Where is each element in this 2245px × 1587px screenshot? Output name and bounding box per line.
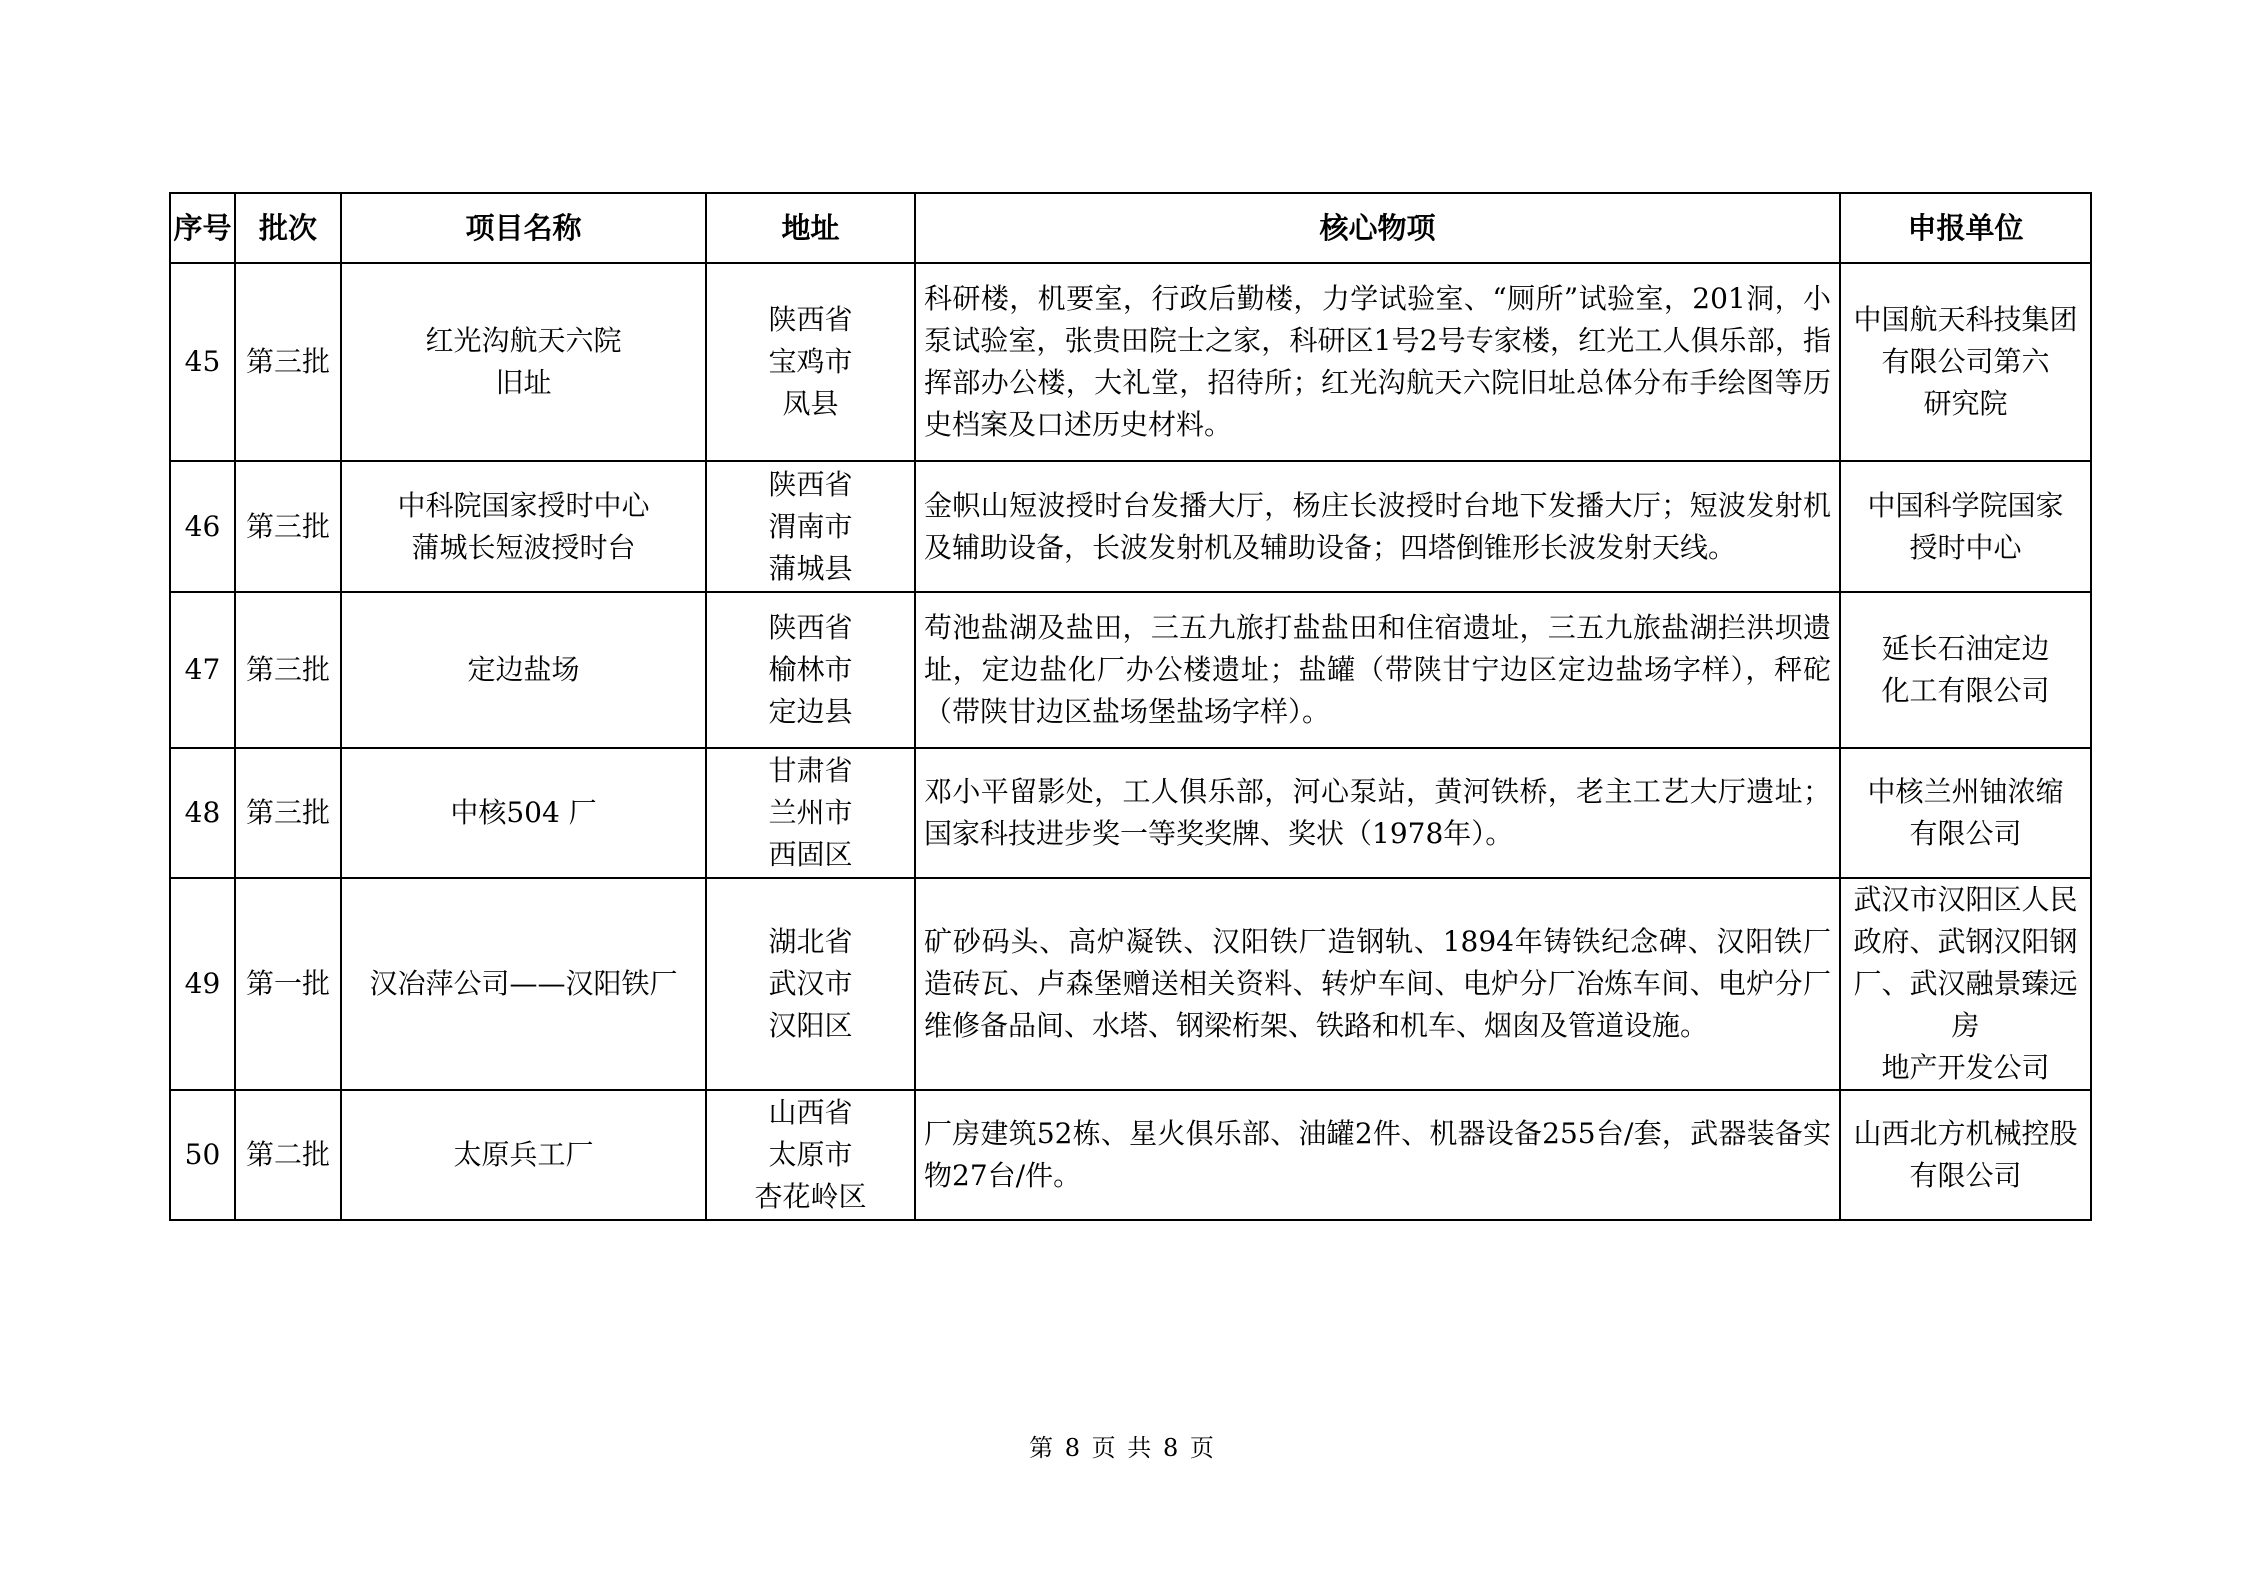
row-core-items: 邓小平留影处，工人俱乐部，河心泵站，黄河铁桥，老主工艺大厅遗址；国家科技进步奖一等奖奖牌、奖状（1978年）。 bbox=[915, 748, 1840, 878]
table-header-row bbox=[170, 193, 2091, 263]
table-row bbox=[170, 878, 2091, 1090]
row-serial-number: 45 bbox=[170, 263, 235, 461]
page-number-footer: 第 8 页 共 8 页 bbox=[1029, 1434, 1216, 1462]
table-row bbox=[170, 1090, 2091, 1220]
row-project-name: 太原兵工厂 bbox=[341, 1090, 706, 1220]
row-serial-number: 48 bbox=[170, 748, 235, 878]
row-address: 陕西省 渭南市 蒲城县 bbox=[706, 461, 915, 592]
row-batch: 第三批 bbox=[235, 461, 341, 592]
row-project-name: 定边盐场 bbox=[341, 592, 706, 748]
row-project-name: 汉冶萍公司——汉阳铁厂 bbox=[341, 878, 706, 1090]
row-project-name: 中科院国家授时中心 蒲城长短波授时台 bbox=[341, 461, 706, 592]
row-address: 陕西省 榆林市 定边县 bbox=[706, 592, 915, 748]
row-core-items: 矿砂码头、高炉凝铁、汉阳铁厂造钢轨、1894年铸铁纪念碑、汉阳铁厂造砖瓦、卢森堡赠送相关资料、转炉车间、电炉分厂冶炼车间、电炉分厂维修备品间、水塔、钢梁桁架、铁路和机车、烟囱及管道设施。 bbox=[915, 878, 1840, 1090]
table-row bbox=[170, 592, 2091, 748]
row-serial-number: 46 bbox=[170, 461, 235, 592]
row-address: 湖北省 武汉市 汉阳区 bbox=[706, 878, 915, 1090]
table-row bbox=[170, 748, 2091, 878]
row-batch: 第三批 bbox=[235, 748, 341, 878]
header-project-name: 项目名称 bbox=[341, 193, 706, 263]
row-applicant-unit: 延长石油定边 化工有限公司 bbox=[1840, 592, 2091, 748]
row-applicant-unit: 中国航天科技集团 有限公司第六 研究院 bbox=[1840, 263, 2091, 461]
row-address: 陕西省 宝鸡市 凤县 bbox=[706, 263, 915, 461]
row-project-name: 红光沟航天六院 旧址 bbox=[341, 263, 706, 461]
header-address: 地址 bbox=[706, 193, 915, 263]
header-batch: 批次 bbox=[235, 193, 341, 263]
row-core-items: 金帜山短波授时台发播大厅，杨庄长波授时台地下发播大厅；短波发射机及辅助设备，长波发射机及辅助设备；四塔倒锥形长波发射天线。 bbox=[915, 461, 1840, 592]
heritage-list-table bbox=[169, 192, 2092, 1221]
row-core-items: 厂房建筑52栋、星火俱乐部、油罐2件、机器设备255台/套，武器装备实物27台/件。 bbox=[915, 1090, 1840, 1220]
row-applicant-unit: 山西北方机械控股 有限公司 bbox=[1840, 1090, 2091, 1220]
row-applicant-unit: 中核兰州铀浓缩 有限公司 bbox=[1840, 748, 2091, 878]
row-address: 山西省 太原市 杏花岭区 bbox=[706, 1090, 915, 1220]
table-row bbox=[170, 461, 2091, 592]
row-serial-number: 50 bbox=[170, 1090, 235, 1220]
row-batch: 第一批 bbox=[235, 878, 341, 1090]
header-core-items: 核心物项 bbox=[915, 193, 1840, 263]
row-address: 甘肃省 兰州市 西固区 bbox=[706, 748, 915, 878]
row-applicant-unit: 武汉市汉阳区人民 政府、武钢汉阳钢 厂、武汉融景臻远房 地产开发公司 bbox=[1840, 878, 2091, 1090]
row-batch: 第三批 bbox=[235, 592, 341, 748]
row-batch: 第三批 bbox=[235, 263, 341, 461]
header-applicant-unit: 申报单位 bbox=[1840, 193, 2091, 263]
row-core-items: 苟池盐湖及盐田，三五九旅打盐盐田和住宿遗址，三五九旅盐湖拦洪坝遗址，定边盐化厂办公楼遗址；盐罐（带陕甘宁边区定边盐场字样），秤砣（带陕甘边区盐场堡盐场字样）。 bbox=[915, 592, 1840, 748]
row-batch: 第二批 bbox=[235, 1090, 341, 1220]
row-serial-number: 49 bbox=[170, 878, 235, 1090]
table-row bbox=[170, 263, 2091, 461]
row-applicant-unit: 中国科学院国家 授时中心 bbox=[1840, 461, 2091, 592]
row-serial-number: 47 bbox=[170, 592, 235, 748]
row-project-name: 中核504 厂 bbox=[341, 748, 706, 878]
row-core-items: 科研楼，机要室，行政后勤楼，力学试验室、“厕所”试验室，201洞，小泵试验室，张贵田院士之家，科研区1号2号专家楼，红光工人俱乐部，指挥部办公楼，大礼堂，招待所；红光沟航天六院旧址总体分布手绘图等历史档案及口述历史材料。 bbox=[915, 263, 1840, 461]
header-serial-number: 序号 bbox=[170, 193, 235, 263]
